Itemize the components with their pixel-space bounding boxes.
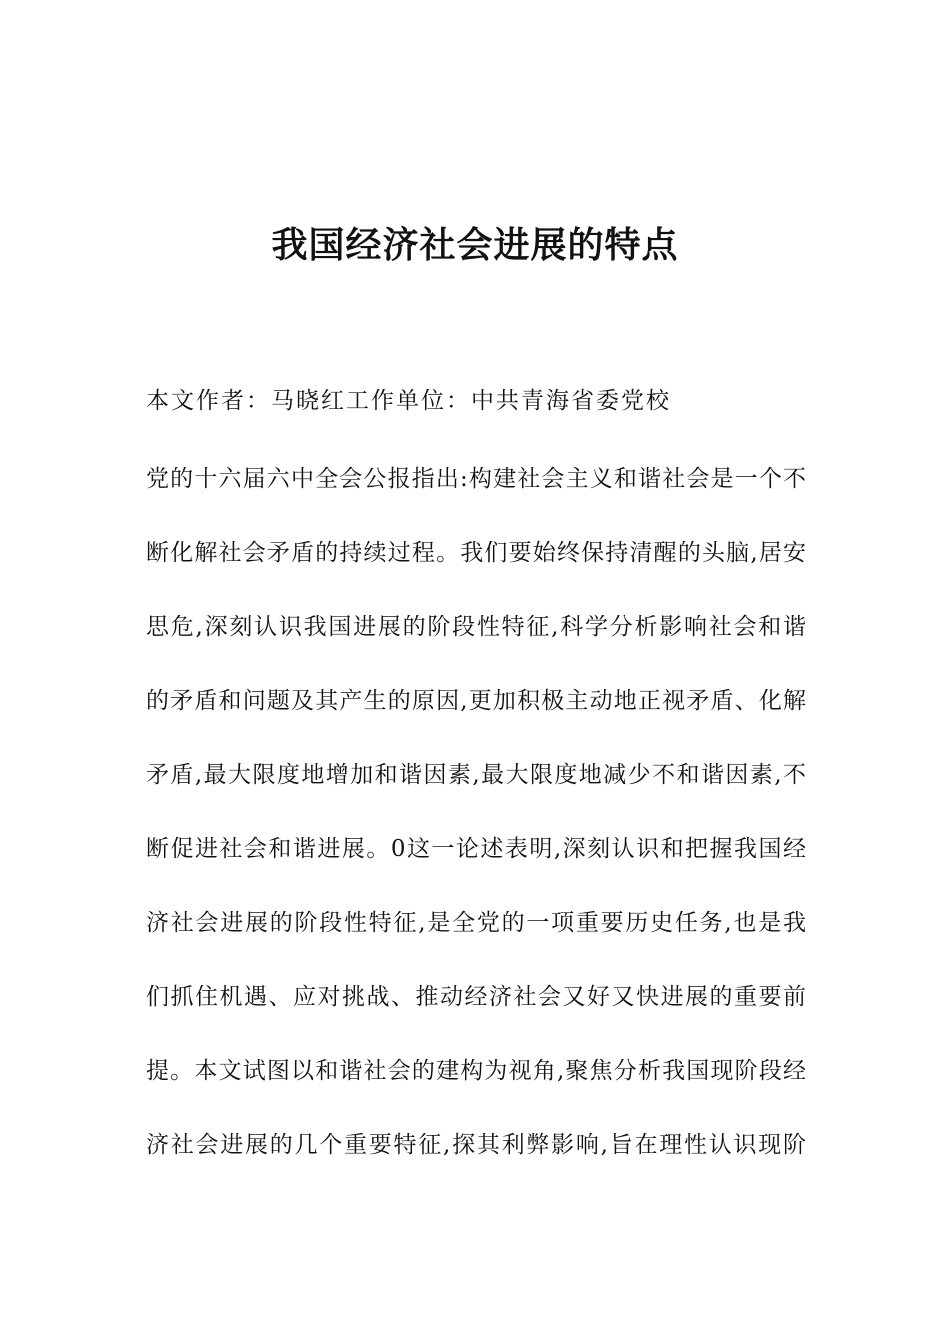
document-title: 我国经济社会进展的特点 xyxy=(271,225,679,266)
body-line: 济社会进展的几个重要特征,探其利弊影响,旨在理性认识现阶 xyxy=(146,1132,806,1158)
body-line: 济社会进展的阶段性特征,是全党的一项重要历史任务,也是我 xyxy=(146,910,806,936)
body-line: 断促进社会和谐进展。0这一论述表明,深刻认识和把握我国经 xyxy=(146,836,806,862)
body-line: 党的十六届六中全会公报指出:构建社会主义和谐社会是一个不 xyxy=(146,466,806,492)
body-line: 矛盾,最大限度地增加和谐因素,最大限度地减少不和谐因素,不 xyxy=(146,762,806,788)
body-line: 们抓住机遇、应对挑战、推动经济社会又好又快进展的重要前 xyxy=(146,984,806,1010)
author-byline: 本文作者：马晓红工作单位：中共青海省委党校 xyxy=(146,388,671,414)
body-line: 的矛盾和问题及其产生的原因,更加积极主动地正视矛盾、化解 xyxy=(146,688,806,714)
body-line: 提。本文试图以和谐社会的建构为视角,聚焦分析我国现阶段经 xyxy=(146,1058,806,1084)
body-line: 思危,深刻认识我国进展的阶段性特征,科学分析影响社会和谐 xyxy=(146,614,806,640)
body-line: 断化解社会矛盾的持续过程。我们要始终保持清醒的头脑,居安 xyxy=(146,540,806,566)
